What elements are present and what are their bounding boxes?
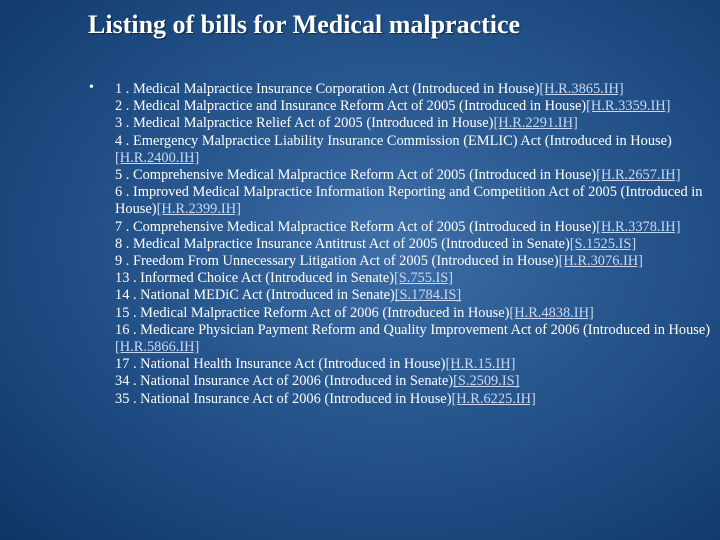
bill-link-s1525[interactable]: [S.1525.IS] xyxy=(569,235,637,252)
bill-link-s2509[interactable]: [S.2509.IS] xyxy=(453,373,520,390)
bill-text: 8 . Medical Malpractice Insurance Antitrust Act of 2005 (Introduced in Senate) xyxy=(115,235,570,252)
bill-text: 13 . Informed Choice Act (Introduced in Senate) xyxy=(115,270,394,287)
bill-item-2 xyxy=(115,98,715,115)
bill-item-1 xyxy=(115,81,715,98)
bill-item-5 xyxy=(115,167,715,184)
bill-link-hr2291[interactable]: [H.R.2291.IH] xyxy=(493,115,578,132)
bill-item-35 xyxy=(115,391,715,408)
bill-link-hr6225[interactable]: [H.R.6225.IH] xyxy=(451,390,536,407)
bill-text: 35 . National Insurance Act of 2006 (Introduced in House) xyxy=(115,390,452,407)
bill-item-15 xyxy=(115,305,715,322)
bill-text: 3 . Medical Malpractice Relief Act of 2005 (Introduced in House) xyxy=(115,115,494,132)
bill-link-hr2657[interactable]: [H.R.2657.IH] xyxy=(596,167,681,184)
bill-text: 5 . Comprehensive Medical Malpractice Reform Act of 2005 (Introduced in House) xyxy=(115,167,597,184)
bill-item-8 xyxy=(115,236,715,253)
bill-text: 14 . National MEDiC Act (Introduced in Senate) xyxy=(115,287,395,304)
bill-list xyxy=(115,81,715,408)
bill-text: 6 . Improved Medical Malpractice Information Reporting and Competition Act of 2005 (Introduced in House) xyxy=(115,184,703,218)
bill-link-hr5866[interactable]: [H.R.5866.IH] xyxy=(115,339,200,356)
bill-link-hr3865[interactable]: [H.R.3865.IH] xyxy=(539,81,624,97)
bill-text: 9 . Freedom From Unnecessary Litigation Act of 2005 (Introduced in House) xyxy=(115,253,559,270)
bill-link-hr3076[interactable]: [H.R.3076.IH] xyxy=(558,253,643,270)
bill-item-13 xyxy=(115,270,715,287)
bill-text: 16 . Medicare Physician Payment Reform and Quality Improvement Act of 2006 (Introduced in House) xyxy=(115,321,711,338)
bill-text: 2 . Medical Malpractice and Insurance Reform Act of 2005 (Introduced in House) xyxy=(115,98,587,115)
bill-item-3 xyxy=(115,115,715,132)
bill-link-hr3378[interactable]: [H.R.3378.IH] xyxy=(596,218,681,235)
bill-item-9 xyxy=(115,253,715,270)
bill-link-hr2399[interactable]: [H.R.2399.IH] xyxy=(156,201,241,218)
bill-item-6 xyxy=(115,184,715,218)
slide-title: Listing of bills for Medical malpractice xyxy=(88,10,521,39)
bill-link-hr15[interactable]: [H.R.15.IH] xyxy=(445,356,516,373)
bill-item-16 xyxy=(115,322,715,356)
bill-text: 7 . Comprehensive Medical Malpractice Reform Act of 2005 (Introduced in House) xyxy=(115,218,597,235)
bill-text: 4 . Emergency Malpractice Liability Insurance Commission (EMLIC) Act (Introduced in House) xyxy=(115,132,672,149)
bill-text: 34 . National Insurance Act of 2006 (Introduced in Senate) xyxy=(115,373,454,390)
bullet-marker: • xyxy=(89,80,94,95)
bill-link-hr4838[interactable]: [H.R.4838.IH] xyxy=(509,304,594,321)
bill-link-s755[interactable]: [S.755.IS] xyxy=(393,270,454,287)
bill-text: 15 . Medical Malpractice Reform Act of 2006 (Introduced in House) xyxy=(115,304,510,321)
bill-text: 17 . National Health Insurance Act (Introduced in House) xyxy=(115,356,446,373)
bill-link-hr2400[interactable]: [H.R.2400.IH] xyxy=(115,149,200,166)
bill-text: 1 . Medical Malpractice Insurance Corporation Act (Introduced in House) xyxy=(115,81,540,97)
bill-item-34 xyxy=(115,373,715,390)
bill-item-14 xyxy=(115,287,715,304)
bill-link-s1784[interactable]: [S.1784.IS] xyxy=(394,287,462,304)
bill-item-17 xyxy=(115,356,715,373)
bill-link-hr3359[interactable]: [H.R.3359.IH] xyxy=(586,98,671,115)
bill-item-7 xyxy=(115,219,715,236)
bill-item-4 xyxy=(115,133,715,167)
